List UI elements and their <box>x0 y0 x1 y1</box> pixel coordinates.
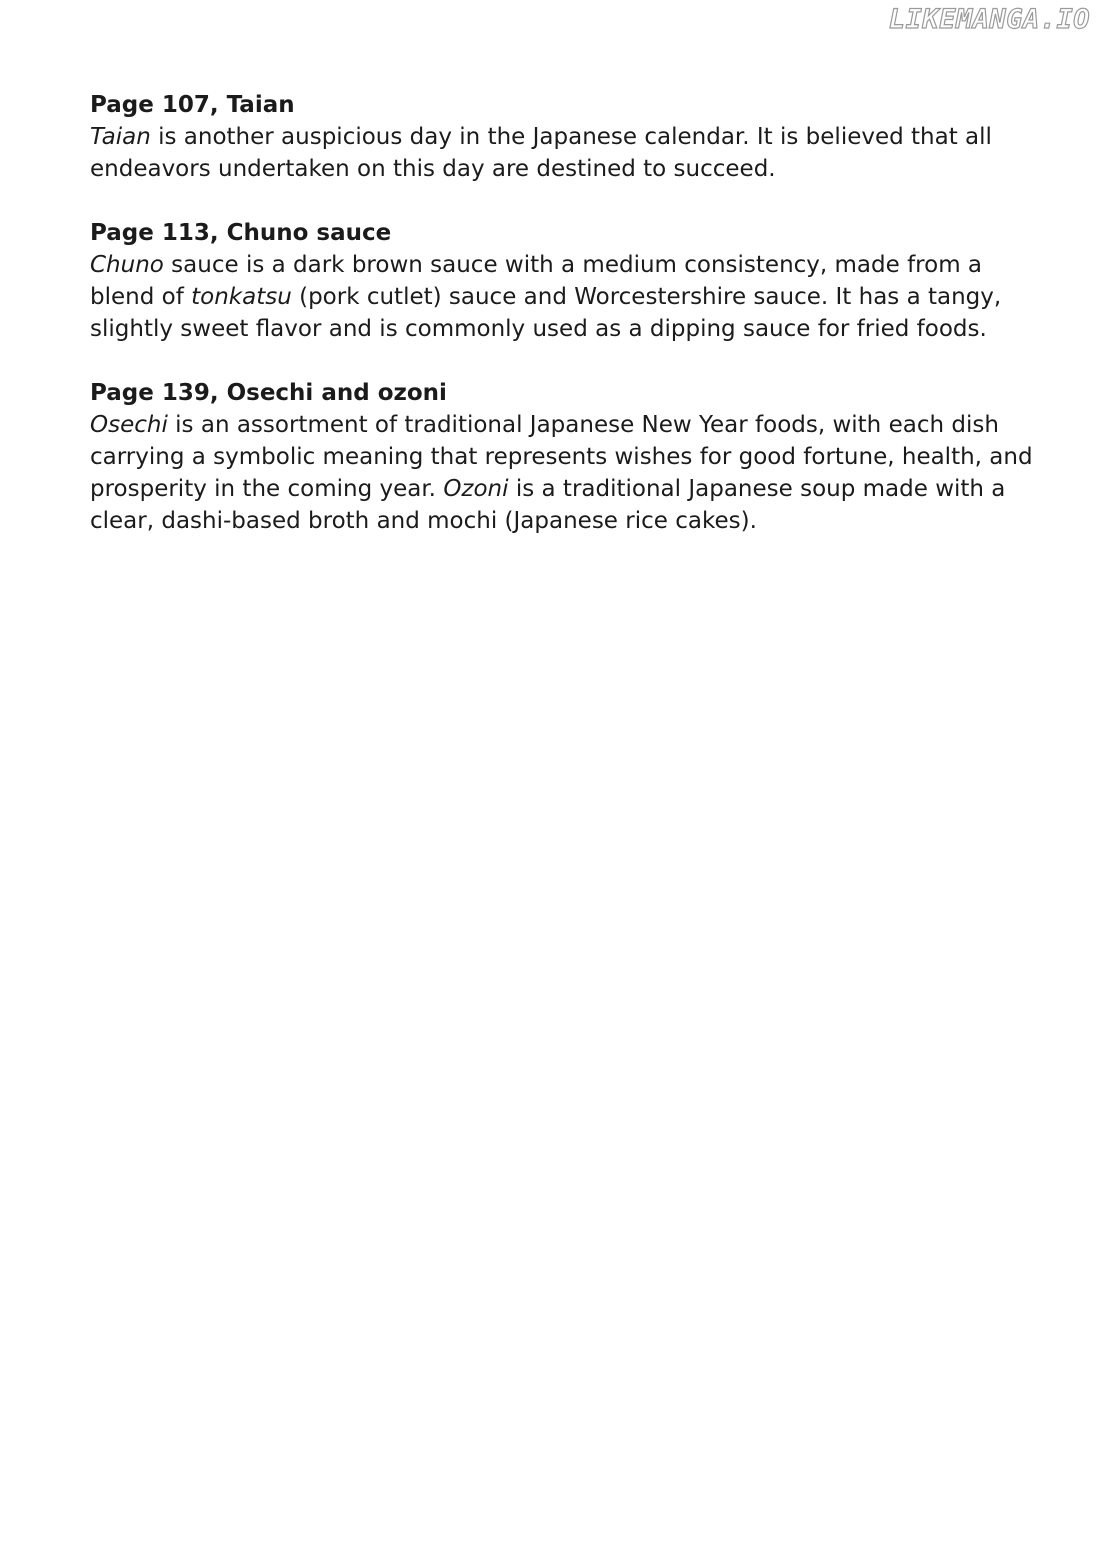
note-body <box>90 121 1050 185</box>
translation-notes <box>90 89 1050 569</box>
note-osechi-ozoni <box>90 377 1050 537</box>
note-text: sauce is a dark brown sauce with a medium consistency, made from a blend of <box>90 252 983 310</box>
note-text: is an assortment of traditional Japanese New Year foods, with each dish carrying a symbolic meaning that represents wishes for good fortune, health, and prosperity in the coming year. <box>90 412 1033 502</box>
note-title: Page 139, Osechi and ozoni <box>90 380 447 406</box>
note-term: tonkatsu <box>191 284 292 310</box>
note-body <box>90 409 1050 537</box>
watermark-logo: LIKEMANGA.IO <box>888 4 1090 35</box>
note-term: Osechi <box>90 412 168 438</box>
note-title: Page 107, Taian <box>90 92 295 118</box>
note-text: (pork cutlet) sauce and Worcestershire sauce. It has a tangy, slightly sweet flavor and is commonly used as a dipping sauce for fried foods. <box>90 284 1002 342</box>
note-chuno-sauce <box>90 217 1050 345</box>
note-text: is a traditional Japanese soup made with a clear, dashi-based broth and mochi (Japanese rice cakes). <box>90 476 1006 534</box>
note-term: Taian <box>90 124 151 150</box>
note-text: is another auspicious day in the Japanese calendar. It is believed that all endeavors undertaken on this day are destined to succeed. <box>90 124 992 182</box>
note-term: Chuno <box>90 252 164 278</box>
note-body <box>90 249 1050 345</box>
note-title: Page 113, Chuno sauce <box>90 220 392 246</box>
note-taian <box>90 89 1050 185</box>
note-term: Ozoni <box>443 476 509 502</box>
